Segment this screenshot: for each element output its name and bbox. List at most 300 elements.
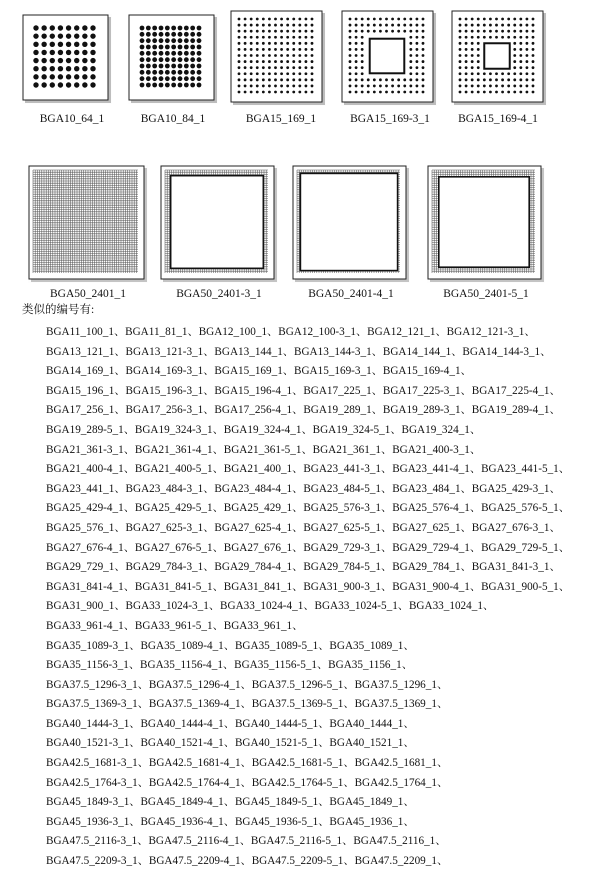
- solder-ball: [250, 66, 253, 69]
- solder-ball: [373, 85, 376, 88]
- solder-ball: [66, 74, 71, 79]
- solder-ball: [532, 60, 535, 63]
- solder-ball: [459, 78, 462, 81]
- solder-ball: [82, 33, 87, 38]
- solder-ball: [298, 78, 301, 81]
- solder-ball: [532, 48, 535, 51]
- solder-ball: [519, 91, 522, 94]
- solder-ball: [82, 25, 87, 30]
- solder-ball: [298, 24, 301, 27]
- solder-ball: [274, 24, 277, 27]
- solder-ball: [409, 72, 412, 75]
- solder-ball: [90, 25, 95, 30]
- solder-ball: [238, 36, 241, 39]
- solder-ball: [422, 24, 425, 27]
- solder-ball: [355, 18, 358, 21]
- solder-ball: [256, 72, 259, 75]
- solder-ball: [165, 57, 170, 62]
- solder-ball: [146, 32, 151, 37]
- solder-ball: [140, 64, 145, 69]
- similar-codes-line: BGA37.5_1296-3_1、BGA37.5_1296-4_1、BGA37.5_1296-5_1、BGA37.5_1296_1、: [46, 678, 449, 691]
- solder-ball: [459, 60, 462, 63]
- solder-ball: [397, 30, 400, 33]
- solder-ball: [140, 45, 145, 50]
- solder-ball: [280, 60, 283, 63]
- solder-ball: [513, 48, 516, 51]
- solder-ball: [507, 30, 510, 33]
- solder-ball: [238, 78, 241, 81]
- bga15-169-4-footprint-drawing: [451, 10, 547, 106]
- solder-ball: [501, 78, 504, 81]
- solder-ball: [250, 36, 253, 39]
- solder-ball: [526, 48, 529, 51]
- solder-ball: [305, 66, 308, 69]
- similar-codes-line: BGA33_961-4_1、BGA33_961-5_1、BGA33_961_1、: [46, 619, 304, 632]
- solder-ball: [385, 18, 388, 21]
- solder-ball: [244, 30, 247, 33]
- solder-ball: [422, 48, 425, 51]
- solder-ball: [526, 78, 529, 81]
- solder-ball: [495, 18, 498, 21]
- solder-ball: [165, 45, 170, 50]
- solder-ball: [280, 85, 283, 88]
- solder-ball: [311, 60, 314, 63]
- solder-ball: [507, 78, 510, 81]
- solder-ball: [152, 32, 157, 37]
- solder-ball: [41, 50, 46, 55]
- solder-ball: [422, 30, 425, 33]
- solder-ball: [250, 24, 253, 27]
- solder-ball: [41, 82, 46, 87]
- solder-ball: [507, 24, 510, 27]
- solder-ball: [349, 48, 352, 51]
- solder-ball: [391, 85, 394, 88]
- solder-ball: [397, 18, 400, 21]
- solder-ball: [422, 18, 425, 21]
- solder-ball: [197, 64, 202, 69]
- solder-ball: [465, 60, 468, 63]
- solder-ball: [471, 91, 474, 94]
- solder-ball: [422, 66, 425, 69]
- solder-ball: [489, 72, 492, 75]
- solder-ball: [274, 85, 277, 88]
- solder-ball: [298, 60, 301, 63]
- bga50-2401-5-footprint-drawing: [427, 165, 545, 283]
- solder-ball: [379, 18, 382, 21]
- solder-ball: [250, 18, 253, 21]
- solder-ball: [501, 91, 504, 94]
- solder-ball: [416, 60, 419, 63]
- solder-ball: [361, 85, 364, 88]
- solder-ball: [397, 91, 400, 94]
- bga50-2401-footprint-drawing: [28, 165, 148, 283]
- solder-ball: [532, 91, 535, 94]
- solder-ball: [355, 66, 358, 69]
- solder-ball: [286, 72, 289, 75]
- solder-ball: [532, 36, 535, 39]
- solder-ball: [256, 54, 259, 57]
- solder-ball: [238, 18, 241, 21]
- solder-ball: [152, 45, 157, 50]
- solder-ball: [140, 83, 145, 88]
- solder-ball: [286, 85, 289, 88]
- bga50-2401-3-footprint-drawing: [160, 165, 278, 283]
- solder-ball: [250, 72, 253, 75]
- solder-ball: [197, 38, 202, 43]
- solder-ball: [507, 18, 510, 21]
- bga15-169-3-footprint-drawing: [341, 10, 437, 106]
- similar-codes-heading: 类似的编号有:: [22, 304, 95, 316]
- solder-ball: [465, 48, 468, 51]
- solder-ball: [190, 45, 195, 50]
- solder-ball: [409, 48, 412, 51]
- solder-ball: [526, 91, 529, 94]
- package-label-bga50-2401-5: BGA50_2401-5_1: [443, 288, 529, 300]
- solder-ball: [311, 36, 314, 39]
- solder-ball: [361, 91, 364, 94]
- solder-ball: [526, 72, 529, 75]
- solder-ball: [197, 76, 202, 81]
- solder-ball: [66, 82, 71, 87]
- solder-ball: [373, 78, 376, 81]
- solder-ball: [519, 60, 522, 63]
- solder-ball: [416, 42, 419, 45]
- solder-ball: [477, 72, 480, 75]
- solder-ball: [403, 30, 406, 33]
- solder-ball: [416, 24, 419, 27]
- solder-ball: [197, 45, 202, 50]
- solder-ball: [367, 30, 370, 33]
- solder-ball: [349, 36, 352, 39]
- solder-ball: [349, 91, 352, 94]
- solder-ball: [489, 18, 492, 21]
- solder-ball: [495, 85, 498, 88]
- package-label-bga50-2401: BGA50_2401_1: [49, 288, 127, 300]
- solder-ball: [41, 33, 46, 38]
- solder-ball: [477, 54, 480, 57]
- solder-ball: [385, 24, 388, 27]
- solder-ball: [292, 72, 295, 75]
- solder-ball: [250, 48, 253, 51]
- solder-ball: [184, 38, 189, 43]
- solder-ball: [459, 36, 462, 39]
- solder-ball: [165, 26, 170, 31]
- solder-ball: [409, 18, 412, 21]
- solder-ball: [459, 48, 462, 51]
- solder-ball: [513, 42, 516, 45]
- solder-ball: [361, 30, 364, 33]
- solder-ball: [140, 70, 145, 75]
- solder-ball: [471, 66, 474, 69]
- solder-ball: [238, 66, 241, 69]
- solder-ball: [459, 85, 462, 88]
- solder-ball: [152, 70, 157, 75]
- solder-ball: [66, 42, 71, 47]
- solder-ball: [311, 78, 314, 81]
- solder-ball: [526, 60, 529, 63]
- solder-ball: [422, 60, 425, 63]
- solder-ball: [50, 74, 55, 79]
- package-bga50-2401-5: [427, 165, 545, 283]
- solder-ball: [513, 78, 516, 81]
- solder-ball: [471, 48, 474, 51]
- solder-ball: [513, 30, 516, 33]
- solder-ball: [178, 70, 183, 75]
- solder-ball: [471, 72, 474, 75]
- solder-ball: [41, 42, 46, 47]
- solder-ball: [262, 60, 265, 63]
- solder-ball: [305, 78, 308, 81]
- similar-codes-line: BGA15_196_1、BGA15_196-3_1、BGA15_196-4_1、BGA17_225_1、BGA17_225-3_1、BGA17_225-4_1、: [46, 384, 561, 397]
- solder-ball: [33, 58, 38, 63]
- solder-ball: [477, 18, 480, 21]
- solder-ball: [403, 91, 406, 94]
- solder-ball: [262, 36, 265, 39]
- solder-ball: [355, 48, 358, 51]
- solder-ball: [305, 18, 308, 21]
- solder-ball: [244, 85, 247, 88]
- solder-ball: [33, 66, 38, 71]
- solder-ball: [66, 50, 71, 55]
- solder-ball: [140, 57, 145, 62]
- solder-ball: [361, 78, 364, 81]
- similar-codes-line: BGA31_900_1、BGA33_1024-3_1、BGA33_1024-4_1、BGA33_1024-5_1、BGA33_1024_1、: [46, 600, 495, 613]
- solder-ball: [50, 58, 55, 63]
- solder-ball: [311, 85, 314, 88]
- solder-ball: [409, 42, 412, 45]
- solder-ball: [416, 78, 419, 81]
- solder-ball: [526, 42, 529, 45]
- solder-ball: [152, 76, 157, 81]
- solder-ball: [171, 70, 176, 75]
- solder-ball: [501, 24, 504, 27]
- solder-ball: [256, 60, 259, 63]
- solder-ball: [171, 26, 176, 31]
- solder-ball: [178, 83, 183, 88]
- solder-ball: [90, 33, 95, 38]
- solder-ball: [184, 76, 189, 81]
- solder-ball: [197, 70, 202, 75]
- solder-ball: [274, 66, 277, 69]
- solder-ball: [82, 82, 87, 87]
- solder-ball: [58, 33, 63, 38]
- solder-ball: [305, 54, 308, 57]
- solder-ball: [280, 36, 283, 39]
- solder-ball: [90, 50, 95, 55]
- solder-ball: [471, 42, 474, 45]
- solder-ball: [519, 78, 522, 81]
- solder-ball: [422, 72, 425, 75]
- solder-ball: [532, 18, 535, 21]
- solder-ball: [391, 18, 394, 21]
- solder-ball: [74, 82, 79, 87]
- solder-ball: [416, 48, 419, 51]
- solder-ball: [190, 83, 195, 88]
- package-bga10-84: [128, 14, 218, 104]
- solder-ball: [459, 72, 462, 75]
- solder-ball: [274, 42, 277, 45]
- solder-ball: [146, 45, 151, 50]
- similar-codes-line: BGA42.5_1764-3_1、BGA42.5_1764-4_1、BGA42.5_1764-5_1、BGA42.5_1764_1、: [46, 776, 449, 789]
- solder-ball: [268, 78, 271, 81]
- solder-ball: [361, 60, 364, 63]
- solder-ball: [292, 36, 295, 39]
- solder-ball: [373, 30, 376, 33]
- solder-ball: [274, 78, 277, 81]
- solder-ball: [416, 66, 419, 69]
- solder-ball: [397, 78, 400, 81]
- solder-ball: [292, 54, 295, 57]
- solder-ball: [483, 78, 486, 81]
- solder-ball: [305, 36, 308, 39]
- solder-ball: [391, 30, 394, 33]
- solder-ball: [262, 54, 265, 57]
- solder-ball: [501, 30, 504, 33]
- solder-ball: [465, 36, 468, 39]
- solder-ball: [471, 78, 474, 81]
- solder-ball: [391, 24, 394, 27]
- solder-ball: [178, 57, 183, 62]
- similar-codes-line: BGA47.5_2209-3_1、BGA47.5_2209-4_1、BGA47.5_2209-5_1、BGA47.5_2209_1、: [46, 855, 449, 868]
- solder-ball: [465, 66, 468, 69]
- solder-ball: [477, 42, 480, 45]
- solder-ball: [90, 42, 95, 47]
- solder-ball: [459, 30, 462, 33]
- solder-ball: [519, 72, 522, 75]
- solder-ball: [184, 51, 189, 56]
- solder-ball: [238, 72, 241, 75]
- solder-ball: [140, 38, 145, 43]
- solder-ball: [262, 24, 265, 27]
- solder-ball: [256, 24, 259, 27]
- solder-ball: [244, 36, 247, 39]
- package-bga15-169-3: [341, 10, 437, 106]
- solder-ball: [403, 24, 406, 27]
- solder-ball: [403, 85, 406, 88]
- solder-ball: [513, 91, 516, 94]
- solder-ball: [256, 36, 259, 39]
- solder-ball: [190, 38, 195, 43]
- solder-ball: [286, 60, 289, 63]
- solder-ball: [489, 36, 492, 39]
- solder-ball: [526, 54, 529, 57]
- solder-ball: [305, 85, 308, 88]
- solder-ball: [477, 66, 480, 69]
- solder-ball: [159, 64, 164, 69]
- solder-ball: [159, 32, 164, 37]
- solder-ball: [90, 58, 95, 63]
- solder-ball: [483, 85, 486, 88]
- solder-ball: [262, 42, 265, 45]
- solder-ball: [513, 54, 516, 57]
- solder-ball: [416, 91, 419, 94]
- solder-ball: [513, 72, 516, 75]
- solder-ball: [355, 30, 358, 33]
- solder-ball: [355, 85, 358, 88]
- solder-ball: [178, 26, 183, 31]
- solder-ball: [513, 36, 516, 39]
- solder-ball: [82, 42, 87, 47]
- solder-ball: [367, 85, 370, 88]
- solder-ball: [146, 57, 151, 62]
- solder-ball: [244, 54, 247, 57]
- solder-ball: [477, 91, 480, 94]
- solder-ball: [361, 18, 364, 21]
- solder-ball: [58, 66, 63, 71]
- solder-ball: [305, 48, 308, 51]
- solder-ball: [250, 54, 253, 57]
- solder-ball: [532, 24, 535, 27]
- solder-ball: [50, 82, 55, 87]
- solder-ball: [274, 18, 277, 21]
- solder-ball: [274, 30, 277, 33]
- solder-ball: [238, 60, 241, 63]
- similar-codes-line: BGA47.5_2116-3_1、BGA47.5_2116-4_1、BGA47.5_2116-5_1、BGA47.5_2116_1、: [46, 835, 447, 848]
- solder-ball: [477, 36, 480, 39]
- solder-ball: [178, 76, 183, 81]
- solder-ball: [519, 48, 522, 51]
- solder-ball: [403, 78, 406, 81]
- solder-ball: [152, 83, 157, 88]
- solder-ball: [286, 42, 289, 45]
- solder-ball: [471, 54, 474, 57]
- solder-ball: [244, 24, 247, 27]
- solder-ball: [268, 66, 271, 69]
- solder-ball: [58, 25, 63, 30]
- solder-ball: [146, 38, 151, 43]
- solder-ball: [532, 72, 535, 75]
- solder-ball: [190, 32, 195, 37]
- solder-ball: [471, 18, 474, 21]
- package-label-bga15-169-4: BGA15_169-4_1: [458, 113, 538, 125]
- solder-ball: [349, 72, 352, 75]
- solder-ball: [66, 66, 71, 71]
- solder-ball: [292, 66, 295, 69]
- solder-ball: [90, 74, 95, 79]
- solder-ball: [349, 60, 352, 63]
- solder-ball: [178, 51, 183, 56]
- solder-ball: [477, 78, 480, 81]
- solder-ball: [250, 42, 253, 45]
- solder-ball: [298, 54, 301, 57]
- solder-ball: [280, 78, 283, 81]
- solder-ball: [171, 76, 176, 81]
- solder-ball: [274, 91, 277, 94]
- solder-ball: [286, 91, 289, 94]
- solder-ball: [184, 26, 189, 31]
- solder-ball: [262, 85, 265, 88]
- solder-ball: [513, 85, 516, 88]
- similar-codes-line: BGA25_429-4_1、BGA25_429-5_1、BGA25_429_1、BGA25_576-3_1、BGA25_576-4_1、BGA25_576-5_1、: [46, 502, 570, 515]
- solder-ball: [159, 45, 164, 50]
- solder-ball: [33, 74, 38, 79]
- solder-ball: [513, 18, 516, 21]
- solder-ball: [292, 48, 295, 51]
- solder-ball: [519, 42, 522, 45]
- solder-ball: [311, 30, 314, 33]
- similar-codes-line: BGA40_1444-3_1、BGA40_1444-4_1、BGA40_1444-5_1、BGA40_1444_1、: [46, 717, 415, 730]
- similar-codes-line: BGA14_169_1、BGA14_169-3_1、BGA15_169_1、BGA15_169-3_1、BGA15_169-4_1、: [46, 365, 472, 378]
- solder-ball: [268, 24, 271, 27]
- bga50-2401-4-footprint-drawing: [292, 165, 410, 283]
- solder-ball: [397, 85, 400, 88]
- solder-ball: [171, 83, 176, 88]
- solder-ball: [184, 64, 189, 69]
- solder-ball: [495, 78, 498, 81]
- solder-ball: [280, 24, 283, 27]
- solder-ball: [379, 78, 382, 81]
- solder-ball: [292, 30, 295, 33]
